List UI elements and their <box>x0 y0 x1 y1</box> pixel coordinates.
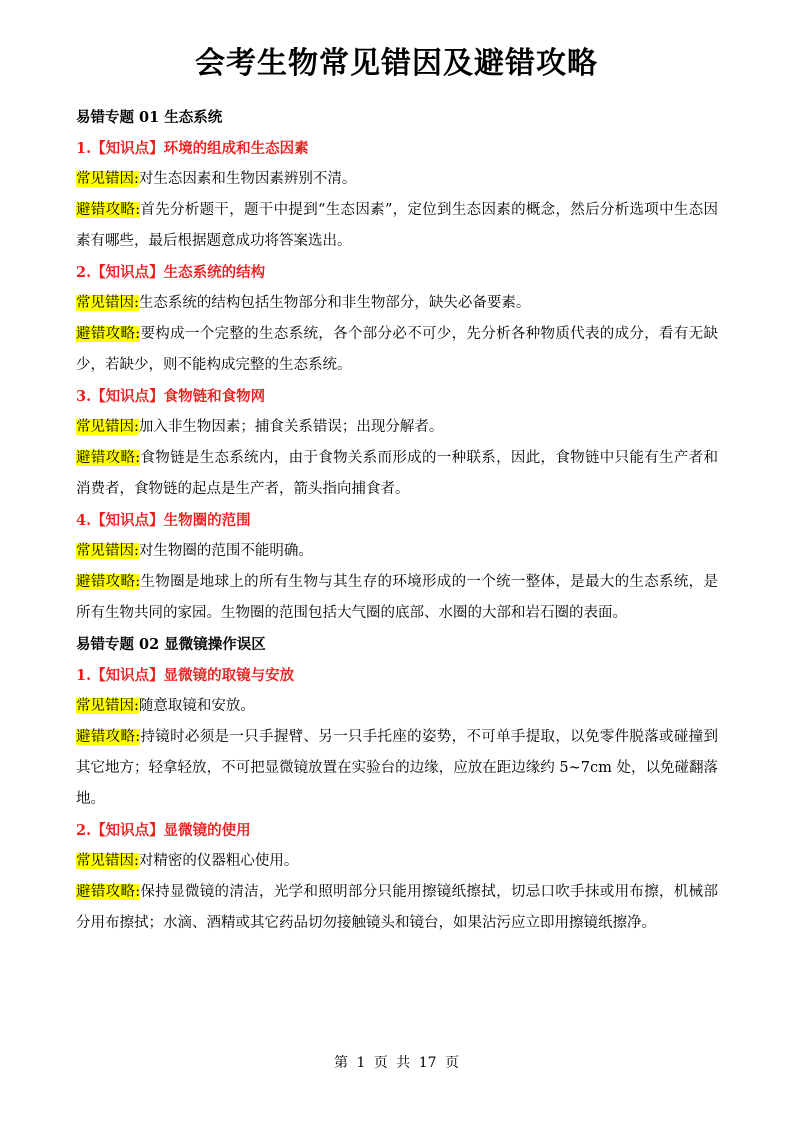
knowledge-point-heading: 2.【知识点】显微镜的使用 <box>76 822 251 839</box>
page-title: 会考生物常见错因及避错攻略 <box>195 46 598 81</box>
avoid-error-label: 避错攻略: <box>76 574 141 590</box>
avoid-error-label: 避错攻略: <box>76 729 141 745</box>
common-error-text: 随意取镜和安放。 <box>138 698 255 714</box>
common-error-label: 常见错因: <box>76 698 139 714</box>
avoid-error-label: 避错攻略: <box>76 202 141 218</box>
document-body <box>76 102 718 939</box>
knowledge-point-heading: 1.【知识点】环境的组成和生态因素 <box>76 140 309 157</box>
common-error-label: 常见错因: <box>76 171 139 187</box>
common-error-paragraph <box>76 164 718 195</box>
common-error-text: 对生态因素和生物因素辨别不清。 <box>138 171 357 187</box>
topic-heading: 易错专题 02 显微镜操作误区 <box>76 636 266 653</box>
knowledge-point-heading: 1.【知识点】显微镜的取镜与安放 <box>76 667 295 684</box>
page-number-footer: 第 1 页 共 17 页 <box>334 1055 459 1071</box>
common-error-paragraph <box>76 691 718 722</box>
avoid-error-paragraph <box>76 443 718 505</box>
avoid-error-text: 首先分析题干，题干中提到“生态因素”，定位到生态因素的概念，然后分析选项中生态因素有哪些，最后根据题意成功将答案选出。 <box>76 202 718 249</box>
avoid-error-text: 保持显微镜的清洁，光学和照明部分只能用擦镜纸擦拭，切忌口吹手抹或用布擦，机械部分用布擦拭；水滴、酒精或其它药品切勿接触镜头和镜台，如果沾污应立即用擦镜纸擦净。 <box>76 884 718 931</box>
avoid-error-paragraph <box>76 877 718 939</box>
avoid-error-paragraph <box>76 195 718 257</box>
common-error-label: 常见错因: <box>76 419 139 435</box>
avoid-error-label: 避错攻略: <box>76 450 141 466</box>
avoid-error-paragraph <box>76 567 718 629</box>
avoid-error-paragraph <box>76 722 718 815</box>
common-error-text: 加入非生物因素；捕食关系错误；出现分解者。 <box>138 419 444 435</box>
common-error-text: 对精密的仪器粗心使用。 <box>138 853 299 869</box>
common-error-label: 常见错因: <box>76 853 139 869</box>
knowledge-point-heading: 3.【知识点】食物链和食物网 <box>76 388 266 405</box>
avoid-error-text: 要构成一个完整的生态系统，各个部分必不可少，先分析各种物质代表的成分，看有无缺少，若缺少，则不能构成完整的生态系统。 <box>76 326 718 373</box>
common-error-paragraph <box>76 412 718 443</box>
common-error-label: 常见错因: <box>76 543 139 559</box>
common-error-label: 常见错因: <box>76 295 139 311</box>
avoid-error-text: 食物链是生态系统内，由于食物关系而形成的一种联系，因此，食物链中只能有生产者和消费者，食物链的起点是生产者，箭头指向捕食者。 <box>76 450 718 497</box>
avoid-error-text: 持镜时必须是一只手握臂、另一只手托座的姿势，不可单手提取，以免零件脱落或碰撞到其它地方；轻拿轻放，不可把显微镜放置在实验台的边缘，应放在距边缘约 5~7cm 处，以免碰翻落地。 <box>76 729 718 807</box>
common-error-paragraph <box>76 536 718 567</box>
common-error-text: 生态系统的结构包括生物部分和非生物部分，缺失必备要素。 <box>138 295 531 311</box>
knowledge-point-heading: 2.【知识点】生态系统的结构 <box>76 264 266 281</box>
topic-heading: 易错专题 01 生态系统 <box>76 109 223 126</box>
common-error-text: 对生物圈的范围不能明确。 <box>138 543 313 559</box>
common-error-paragraph <box>76 288 718 319</box>
avoid-error-text: 生物圈是地球上的所有生物与其生存的环境形成的一个统一整体，是最大的生态系统，是所有生物共同的家园。生物圈的范围包括大气圈的底部、水圈的大部和岩石圈的表面。 <box>76 574 718 621</box>
avoid-error-label: 避错攻略: <box>76 884 141 900</box>
avoid-error-label: 避错攻略: <box>76 326 141 342</box>
knowledge-point-heading: 4.【知识点】生物圈的范围 <box>76 512 251 529</box>
avoid-error-paragraph <box>76 319 718 381</box>
common-error-paragraph <box>76 846 718 877</box>
